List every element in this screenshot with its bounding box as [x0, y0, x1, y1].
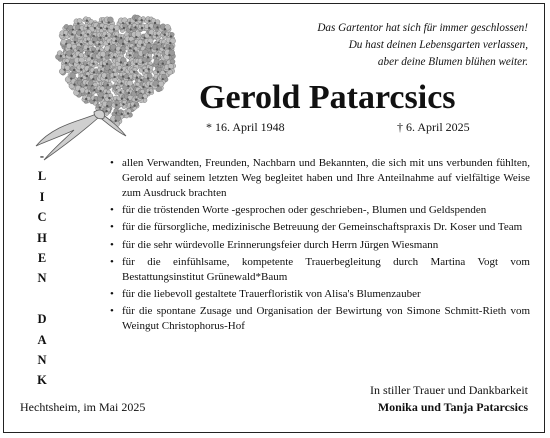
- signature-names: Monika und Tanja Patarcsics: [377, 400, 528, 414]
- vertical-letter: N: [37, 271, 47, 286]
- list-item: [108, 255, 530, 285]
- bullet-icon: •: [110, 238, 114, 251]
- place-date: Hechtsheim, im Mai 2025: [20, 400, 146, 414]
- list-item: [108, 238, 530, 253]
- bullet-icon: •: [110, 221, 114, 234]
- quote-line: Du hast deinen Lebensgarten verlassen,: [348, 39, 528, 51]
- bullet-icon: •: [110, 305, 114, 318]
- heart-of-flowers-icon: [14, 14, 194, 164]
- vertical-letter: I: [39, 189, 45, 204]
- vertical-letter: A: [37, 332, 47, 347]
- list-item-text: allen Verwandten, Freunden, Nachbarn und Bekannten, die sich mit uns verbunden fühlten, Gerold auf seinem letzten Weg begleitet haben und Ihre Anteilnahme auf vielfältige Weise zum Ausdruck brachten: [122, 157, 530, 199]
- vertical-letter: E: [37, 250, 47, 265]
- deceased-name: Gerold Patarcsics: [199, 79, 456, 116]
- list-item-text: für die fürsorgliche, medizinische Betreuung der Gemeinschaftspraxis Dr. Koser und Team: [122, 221, 523, 234]
- vertical-letter: K: [37, 373, 47, 388]
- vertical-letter: [29, 289, 55, 309]
- vertical-letter: N: [37, 352, 47, 367]
- death-date: † 6. April 2025: [397, 120, 470, 134]
- vertical-letter: D: [37, 312, 47, 327]
- list-item-text: für die spontane Zusage und Organisation der Bewirtung von Simone Schmitt-Rieth vom Weingut Christophorus-Hof: [122, 305, 530, 333]
- vertical-letter: H: [37, 230, 47, 245]
- vertical-thanks-heading: [29, 146, 55, 391]
- thanks-list: [108, 156, 530, 336]
- bullet-icon: •: [110, 287, 114, 300]
- quote-line: Das Gartentor hat sich für immer geschlossen!: [317, 22, 528, 34]
- list-item-text: für die liebevoll gestaltete Trauerfloristik von Alisa's Blumenzauber: [122, 287, 421, 300]
- bullet-icon: •: [110, 255, 114, 268]
- bullet-icon: •: [110, 204, 114, 217]
- list-item: [108, 287, 530, 302]
- list-item-text: für die einfühlsame, kompetente Trauerbegleitung durch Martina Vogt vom Bestattungsinstitut Grünewald*Baum: [122, 255, 530, 283]
- list-item-text: für die tröstenden Worte -gesprochen oder geschrieben-, Blumen und Geldspenden: [122, 204, 487, 217]
- vertical-letter: -: [39, 149, 45, 163]
- quote: [228, 20, 528, 71]
- list-item: [108, 220, 530, 235]
- birth-date: * 16. April 1948: [206, 120, 285, 134]
- list-item: [108, 156, 530, 201]
- vertical-letter: L: [37, 169, 47, 184]
- bullet-icon: •: [110, 157, 114, 169]
- signature-line: In stiller Trauer und Dankbarkeit: [370, 383, 528, 397]
- list-item: [108, 203, 530, 218]
- quote-line: aber deine Blumen blühen weiter.: [377, 56, 528, 68]
- list-item: [108, 304, 530, 334]
- vertical-letter: C: [37, 210, 47, 225]
- list-item-text: für die sehr würdevolle Erinnerungsfeier durch Herrn Jürgen Wiesmann: [122, 238, 439, 251]
